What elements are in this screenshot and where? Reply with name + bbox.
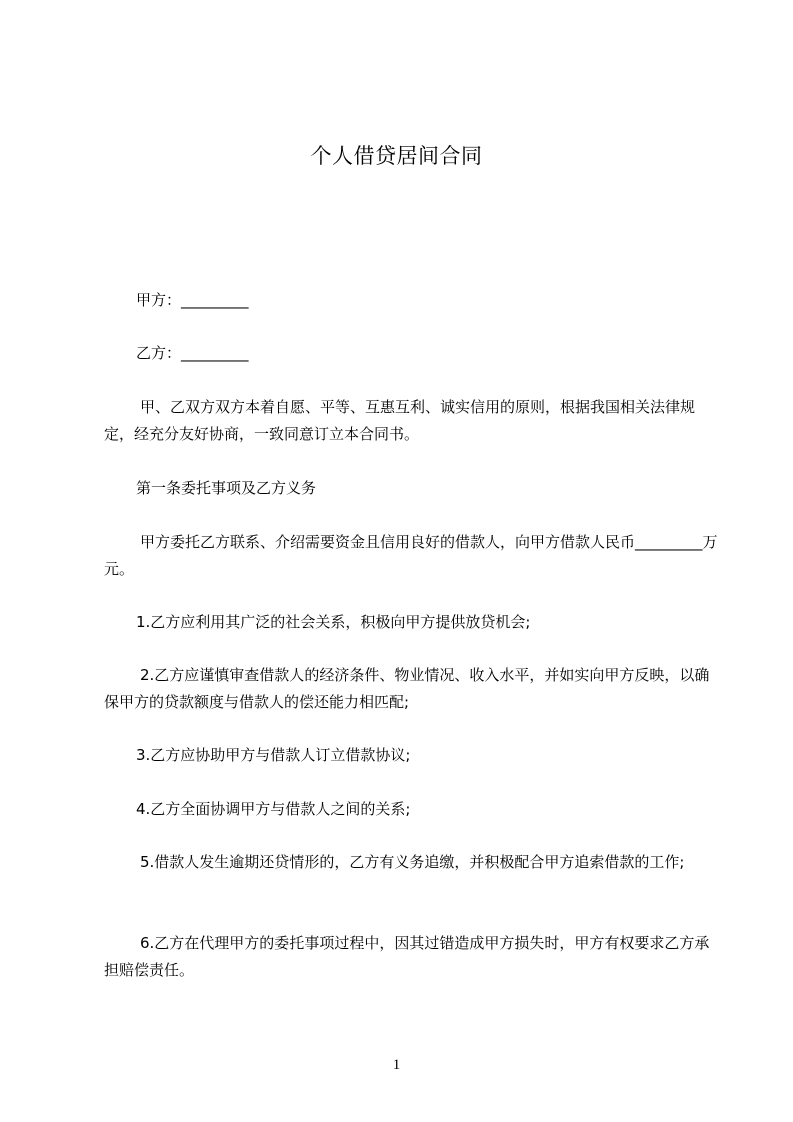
preamble-paragraph: 甲、乙双方双方本着自愿、平等、互惠互利、诚实信用的原则，根据我国相关法律规定，经充分友好协商，一致同意订立本合同书。	[104, 398, 696, 443]
page-number: 1	[392, 1057, 401, 1073]
list-item-3: 3.乙方应协助甲方与借款人订立借款协议;	[136, 746, 411, 764]
list-item-4: 4.乙方全面协调甲方与借款人之间的关系;	[136, 800, 411, 818]
list-item-5: 5.借款人发生逾期还贷情形的，乙方有义务追缴，并积极配合甲方追索借款的工作;	[140, 853, 685, 871]
party-b-line: 乙方：_________	[136, 344, 249, 362]
list-item-1: 1.乙方应利用其广泛的社会关系，积极向甲方提供放贷机会;	[136, 613, 531, 631]
document-title: 个人借贷居间合同	[310, 144, 483, 168]
list-item-6: 6.乙方在代理甲方的委托事项过程中，因其过错造成甲方损失时，甲方有权要求乙方承担赔偿责任。	[104, 934, 710, 979]
article-1-heading: 第一条委托事项及乙方义务	[136, 479, 317, 497]
article-1-intro: 甲方委托乙方联系、介绍需要资金且信用良好的借款人，向甲方借款人民币_________万元。	[104, 533, 718, 578]
list-item-2: 2.乙方应谨慎审查借款人的经济条件、物业情况、收入水平，并如实向甲方反映，以确保甲方的贷款额度与借款人的偿还能力相匹配;	[104, 666, 710, 711]
party-a-line: 甲方：_________	[136, 291, 249, 309]
